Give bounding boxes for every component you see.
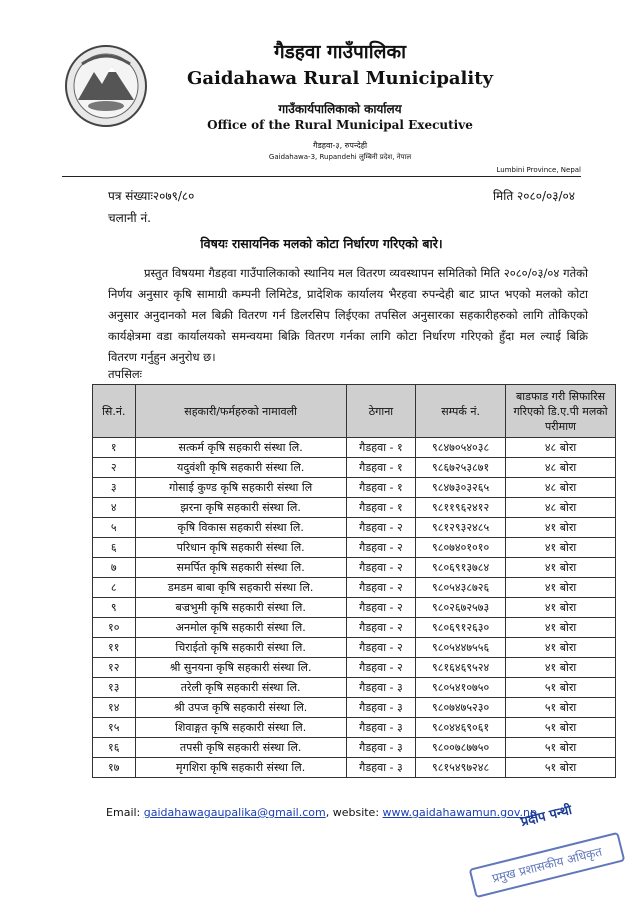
cell-address: गैडहवा - २: [346, 538, 415, 558]
cell-address: गैडहवा - ३: [346, 738, 415, 758]
cell-cooperative-name: शिवाङ्गत कृषि सहकारी संस्था लि.: [135, 718, 346, 738]
cell-address: गैडहवा - ३: [346, 698, 415, 718]
cell-serial: ९: [93, 598, 136, 618]
cell-contact: ९८०२६७२५७३: [416, 598, 506, 618]
table-row: [93, 738, 616, 758]
cell-contact: ९८०५४१०७५०: [416, 678, 506, 698]
cell-cooperative-name: झरना कृषि सहकारी संस्था लि.: [135, 498, 346, 518]
letter-subject: विषयः रासायनिक मलको कोटा निर्धारण गरिएको बारे।: [200, 236, 443, 251]
cell-dap-quantity: ४८ बोरा: [506, 498, 616, 518]
cell-contact: ९८१६४६९५२४: [416, 658, 506, 678]
signature-name: प्रदीप पन्थी: [519, 802, 574, 831]
table-row: [93, 718, 616, 738]
cell-cooperative-name: कृषि विकास सहकारी संस्था लि.: [135, 518, 346, 538]
cell-address: गैडहवा - १: [346, 458, 415, 478]
cell-contact: ९८००७८७७५०: [416, 738, 506, 758]
office-name-nepali: गाउँकार्यपालिकाको कार्यालय: [278, 102, 402, 116]
header-contact: सम्पर्क नं.: [416, 385, 506, 438]
table-row: [93, 538, 616, 558]
address-nepali: गैडहवा-३, रुपन्देही: [312, 141, 368, 150]
cell-contact: ९८१२९३२४८५: [416, 518, 506, 538]
header-divider: [62, 176, 581, 177]
cell-address: गैडहवा - २: [346, 578, 415, 598]
cell-serial: १३: [93, 678, 136, 698]
table-row: [93, 658, 616, 678]
cell-cooperative-name: डमडम बाबा कृषि सहकारी संस्था लि.: [135, 578, 346, 598]
cell-dap-quantity: ४८ बोरा: [506, 438, 616, 458]
cell-cooperative-name: तपसी कृषि सहकारी संस्था लि.: [135, 738, 346, 758]
cell-contact: ९८४७०५४०३८: [416, 438, 506, 458]
table-row: [93, 558, 616, 578]
cell-address: गैडहवा - ३: [346, 718, 415, 738]
cell-dap-quantity: ४१ बोरा: [506, 618, 616, 638]
quota-table: [92, 384, 616, 778]
official-title-stamp: प्रमुख प्रशासकीय अधिकृत: [469, 832, 626, 898]
cell-cooperative-name: परिधान कृषि सहकारी संस्था लि.: [135, 538, 346, 558]
cell-serial: ७: [93, 558, 136, 578]
details-label: तपसिलः: [108, 367, 142, 381]
cell-contact: ९८११९६२४१२: [416, 498, 506, 518]
header-dap-quantity: बाडफाड गरी सिफारिस गरिएको डि.ए.पी मलको परीमाण: [506, 385, 616, 438]
cell-address: गैडहवा - ३: [346, 678, 415, 698]
cell-dap-quantity: ५१ बोरा: [506, 758, 616, 778]
cell-cooperative-name: गोसाई कुण्ड कृषि सहकारी संस्था लि: [135, 478, 346, 498]
cell-serial: १: [93, 438, 136, 458]
header-address: ठेगाना: [346, 385, 415, 438]
cell-address: गैडहवा - १: [346, 438, 415, 458]
table-header-row: [93, 385, 616, 438]
cell-address: गैडहवा - १: [346, 478, 415, 498]
cell-address: गैडहवा - २: [346, 598, 415, 618]
table-row: [93, 438, 616, 458]
cell-serial: ३: [93, 478, 136, 498]
cell-cooperative-name: समर्पित कृषि सहकारी संस्था लि.: [135, 558, 346, 578]
cell-dap-quantity: ४८ बोरा: [506, 478, 616, 498]
cell-dap-quantity: ४१ बोरा: [506, 558, 616, 578]
cell-dap-quantity: ४१ बोरा: [506, 518, 616, 538]
cell-serial: १२: [93, 658, 136, 678]
province-label: Lumbini Province, Nepal: [496, 166, 581, 174]
cell-contact: ९८०५४४७५५६: [416, 638, 506, 658]
cell-dap-quantity: ५१ बोरा: [506, 678, 616, 698]
cell-contact: ९८१५४९७२४८: [416, 758, 506, 778]
website-link[interactable]: www.gaidahawamun.gov.np: [382, 806, 537, 819]
address-english: Gaidahawa-3, Rupandehi लुम्बिनी प्रदेश, नेपाल: [268, 153, 412, 161]
cell-contact: ९८०७४७५२३०: [416, 698, 506, 718]
cell-dap-quantity: ५१ बोरा: [506, 698, 616, 718]
table-row: [93, 498, 616, 518]
table-row: [93, 638, 616, 658]
table-body: [93, 438, 616, 778]
cell-serial: ४: [93, 498, 136, 518]
cell-dap-quantity: ४१ बोरा: [506, 638, 616, 658]
cell-address: गैडहवा - २: [346, 518, 415, 538]
cell-cooperative-name: श्री सुनयना कृषि सहकारी संस्था लि.: [135, 658, 346, 678]
cell-cooperative-name: अनमोल कृषि सहकारी संस्था लि.: [135, 618, 346, 638]
table-row: [93, 458, 616, 478]
cell-serial: ६: [93, 538, 136, 558]
cell-contact: ९८६७२५३८७१: [416, 458, 506, 478]
cell-cooperative-name: यदुवंशी कृषि सहकारी संस्था लि.: [135, 458, 346, 478]
cell-address: गैडहवा - २: [346, 638, 415, 658]
table-row: [93, 598, 616, 618]
letter-body: प्रस्तुत विषयमा गैडहवा गाउँपालिकाको स्थानिय मल वितरण व्यवस्थापन समितिको मिति २०८०/०३/०४ गतेको निर्णय अनुसार कृषि सामाग्री कम्पनी लिमिटेड, प्रादेशिक कार्यालय भैरहवा रुपन्देही बाट प्राप्त भएको मलको कोटा अनुसार अनुदानको मल बिक्री वितरण गर्न डिलरसिप लिईएका तपसिल अनुसारका सहकारीहरुको लागि तोकिएको कार्यक्षेत्रमा वडा कार्यालयको समन्वयमा बिक्रि वितरण गर्नका लागि कोटा निर्धारण गरिएको हुँदा मल ल्याई बिक्रि वितरण गर्नुहुन अनुरोध छ।: [108, 266, 588, 364]
cell-address: गैडहवा - ३: [346, 758, 415, 778]
cell-cooperative-name: तरेली कृषि सहकारी संस्था लि.: [135, 678, 346, 698]
dispatch-number: चलानी नं.: [108, 211, 151, 225]
cell-serial: १७: [93, 758, 136, 778]
cell-contact: ९८०५४३८७२६: [416, 578, 506, 598]
cell-dap-quantity: ५१ बोरा: [506, 738, 616, 758]
nepal-emblem-logo: [62, 42, 150, 130]
header-serial: सि.नं.: [93, 385, 136, 438]
website-label: , website:: [325, 806, 380, 819]
reference-number: पत्र संख्याः२०७९/८०: [108, 189, 195, 203]
cell-dap-quantity: ४१ बोरा: [506, 598, 616, 618]
municipality-name-english: Gaidahawa Rural Municipality: [186, 68, 494, 89]
cell-serial: १४: [93, 698, 136, 718]
table-row: [93, 678, 616, 698]
email-link[interactable]: gaidahawagaupalika@gmail.com: [143, 806, 326, 819]
cell-dap-quantity: ४१ बोरा: [506, 578, 616, 598]
cell-serial: ११: [93, 638, 136, 658]
municipality-name-nepali: गैडहवा गाउँपालिका: [273, 41, 407, 63]
table-row: [93, 618, 616, 638]
email-label: Email:: [106, 806, 141, 819]
header-cooperative-name: सहकारी/फर्महरुको नामावली: [135, 385, 346, 438]
cell-cooperative-name: चिराईतो कृषि सहकारी संस्था लि.: [135, 638, 346, 658]
table-row: [93, 478, 616, 498]
table-row: [93, 518, 616, 538]
cell-dap-quantity: ४१ बोरा: [506, 538, 616, 558]
letter-date: मिति २०८०/०३/०४: [492, 189, 575, 203]
cell-address: गैडहवा - २: [346, 558, 415, 578]
cell-cooperative-name: श्री उपज कृषि सहकारी संस्था लि.: [135, 698, 346, 718]
cell-address: गैडहवा - २: [346, 618, 415, 638]
table-row: [93, 758, 616, 778]
cell-contact: ९८०४४६९०६१: [416, 718, 506, 738]
cell-contact: ९८०७४०१०१०: [416, 538, 506, 558]
office-name-english: Office of the Rural Municipal Executive: [207, 118, 473, 132]
cell-address: गैडहवा - १: [346, 498, 415, 518]
cell-cooperative-name: मृगशिरा कृषि सहकारी संस्था लि.: [135, 758, 346, 778]
cell-dap-quantity: ५१ बोरा: [506, 718, 616, 738]
cell-contact: ९८४७३०३२६५: [416, 478, 506, 498]
table-row: [93, 578, 616, 598]
cell-serial: २: [93, 458, 136, 478]
cell-serial: १६: [93, 738, 136, 758]
cell-serial: १५: [93, 718, 136, 738]
cell-serial: १०: [93, 618, 136, 638]
cell-serial: ५: [93, 518, 136, 538]
cell-dap-quantity: ४८ बोरा: [506, 458, 616, 478]
table-row: [93, 698, 616, 718]
cell-address: गैडहवा - २: [346, 658, 415, 678]
cell-contact: ९८०६९१३७८४: [416, 558, 506, 578]
cell-cooperative-name: बज्रभुमी कृषि सहकारी संस्था लि.: [135, 598, 346, 618]
cell-cooperative-name: सत्कर्म कृषि सहकारी संस्था लि.: [135, 438, 346, 458]
cell-serial: ८: [93, 578, 136, 598]
cell-contact: ९८०६९१२६३०: [416, 618, 506, 638]
cell-dap-quantity: ४१ बोरा: [506, 658, 616, 678]
